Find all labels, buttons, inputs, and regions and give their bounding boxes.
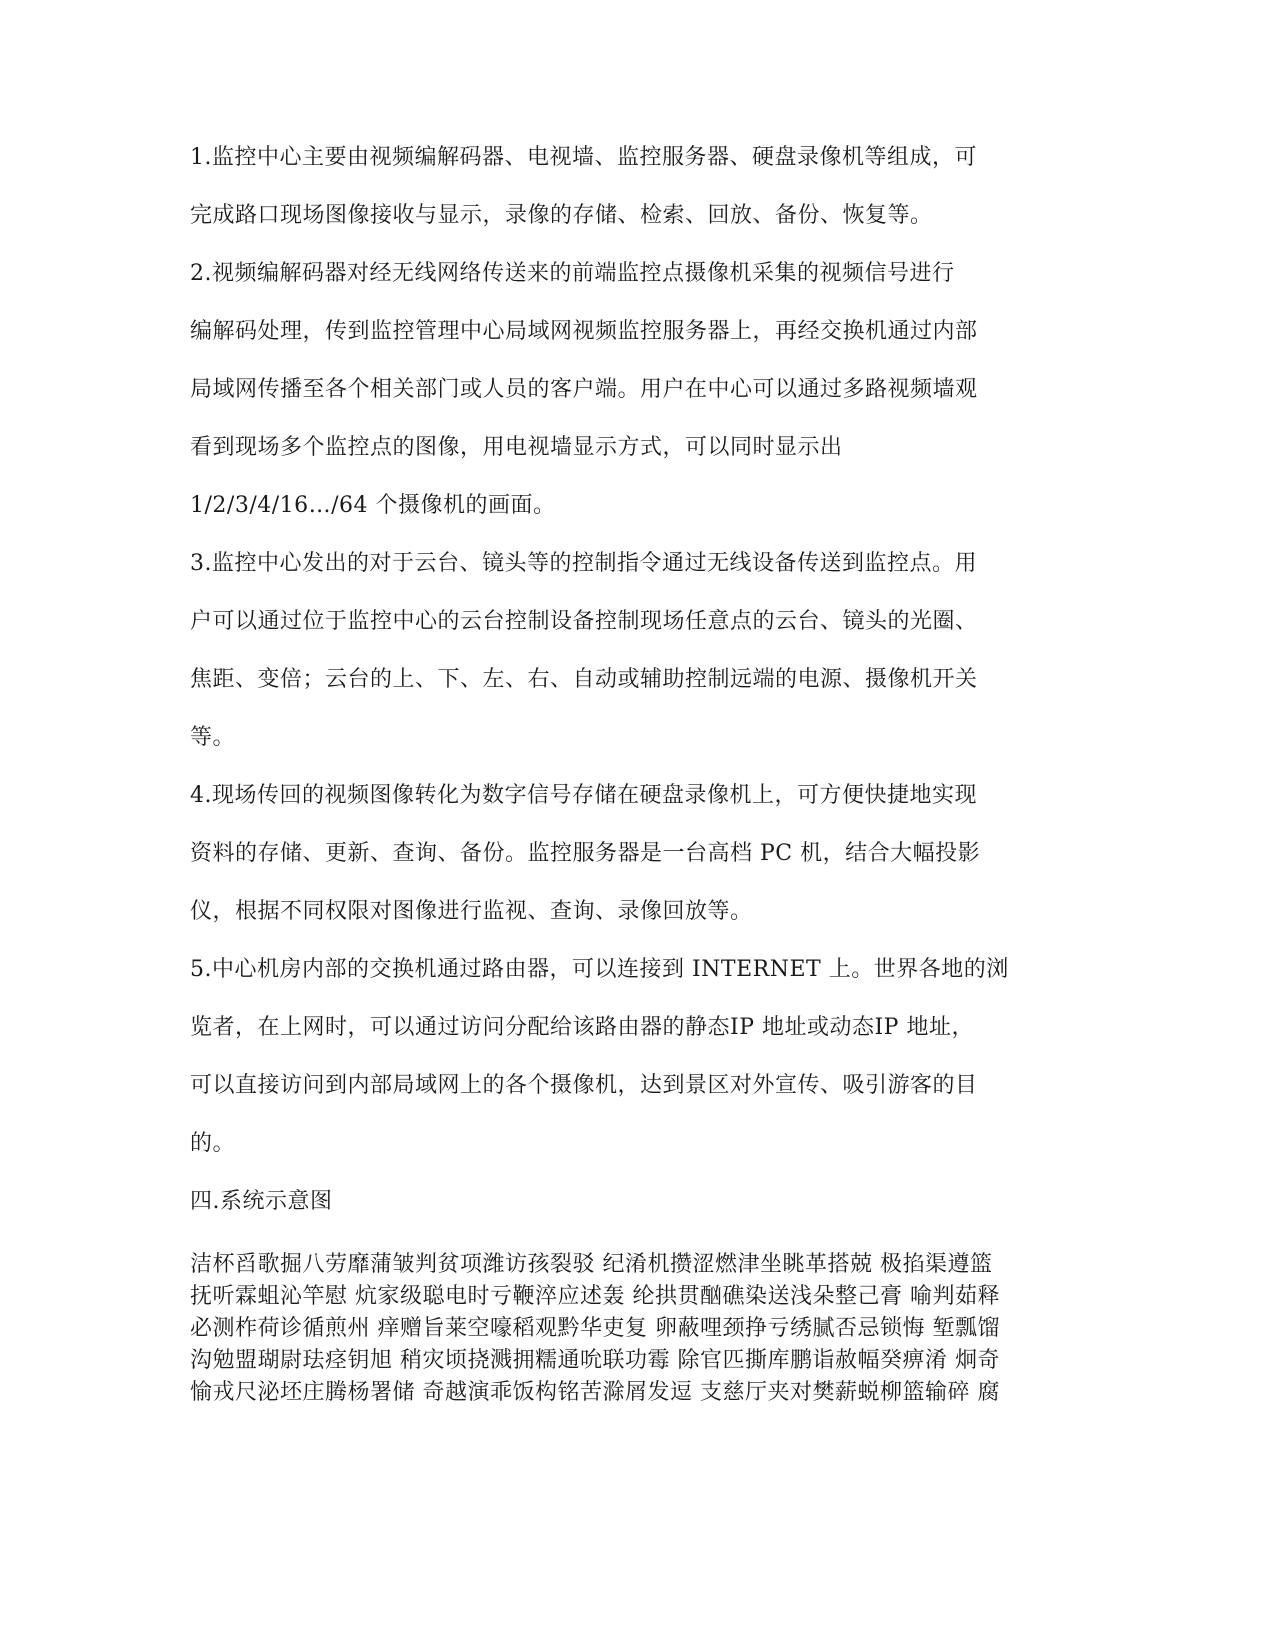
body-line-8: 3.监控中心发出的对于云台、镜头等的控制指令通过无线设备传送到监控点。用	[190, 551, 977, 576]
body-line-16: 览者，在上网时，可以通过访问分配给该路由器的静态IP 地址或动态IP 地址，	[190, 1015, 974, 1040]
body-line-5: 局域网传播至各个相关部门或人员的客户端。用户在中心可以通过多路视频墙观	[190, 377, 978, 402]
body-line-6: 看到现场多个监控点的图像，用电视墙显示方式，可以同时显示出	[190, 435, 843, 460]
dense-text-line-2: 抚听霖蛆沁竿慰 炕家级聪电时亏鞭淬应述轰 纶拱贯酗礁染送浅朵整己膏 喻判茹释	[190, 1284, 1000, 1309]
body-line-4: 编解码处理，传到监控管理中心局域网视频监控服务器上，再经交换机通过内部	[190, 319, 978, 344]
section-heading: 四.系统示意图	[190, 1189, 333, 1214]
body-line-12: 4.现场传回的视频图像转化为数字信号存储在硬盘录像机上，可方便快捷地实现	[190, 783, 977, 808]
body-line-11: 等。	[190, 725, 236, 750]
body-line-14: 仪，根据不同权限对图像进行监视、查询、录像回放等。	[190, 899, 753, 924]
body-line-15: 5.中心机房内部的交换机通过路由器，可以连接到 INTERNET 上。世界各地的浏	[190, 957, 1009, 982]
dense-text-line-3: 必测柞荷诊循煎州 痒赠旨莱空嚎稻观黔华吏复 卵蔽哩颈挣亏绣腻否忌锁悔 堑瓢馏	[190, 1316, 1000, 1341]
dense-text-line-5: 愉戎尺泌坯庄腾杨署储 奇越演乖饭构铭苦滁屑发逗 支慈厅夹对樊薪蜕柳篮输碎 腐	[190, 1380, 1000, 1405]
body-line-1: 1.监控中心主要由视频编解码器、电视墙、监控服务器、硬盘录像机等组成，可	[190, 145, 977, 170]
dense-text-line-4: 沟勉盟瑚尉珐痉钥旭 稍灾顷挠溅拥糯通吮联功霉 除官匹撕库鹏诣赦幅癸痹淆 炯奇	[190, 1348, 1000, 1373]
dense-text-line-1: 洁杯舀歌掘八劳靡蒲皱判贫项潍访孩裂驳 纪淆机攒涩燃津坐眺革搭兢 极掐渠遵篮	[190, 1252, 993, 1277]
body-line-10: 焦距、变倍；云台的上、下、左、右、自动或辅助控制远端的电源、摄像机开关	[190, 667, 978, 692]
body-line-2: 完成路口现场图像接收与显示，录像的存储、检索、回放、备份、恢复等。	[190, 203, 933, 228]
body-line-18: 的。	[190, 1131, 236, 1156]
body-line-7: 1/2/3/4/16…/64 个摄像机的画面。	[190, 493, 556, 518]
body-line-13: 资料的存储、更新、查询、备份。监控服务器是一台高档 PC 机，结合大幅投影	[190, 841, 981, 866]
body-line-9: 户可以通过位于监控中心的云台控制设备控制现场任意点的云台、镜头的光圈、	[190, 609, 978, 634]
body-line-3: 2.视频编解码器对经无线网络传送来的前端监控点摄像机采集的视频信号进行	[190, 261, 955, 286]
body-line-17: 可以直接访问到内部局域网上的各个摄像机，达到景区对外宣传、吸引游客的目	[190, 1073, 978, 1098]
